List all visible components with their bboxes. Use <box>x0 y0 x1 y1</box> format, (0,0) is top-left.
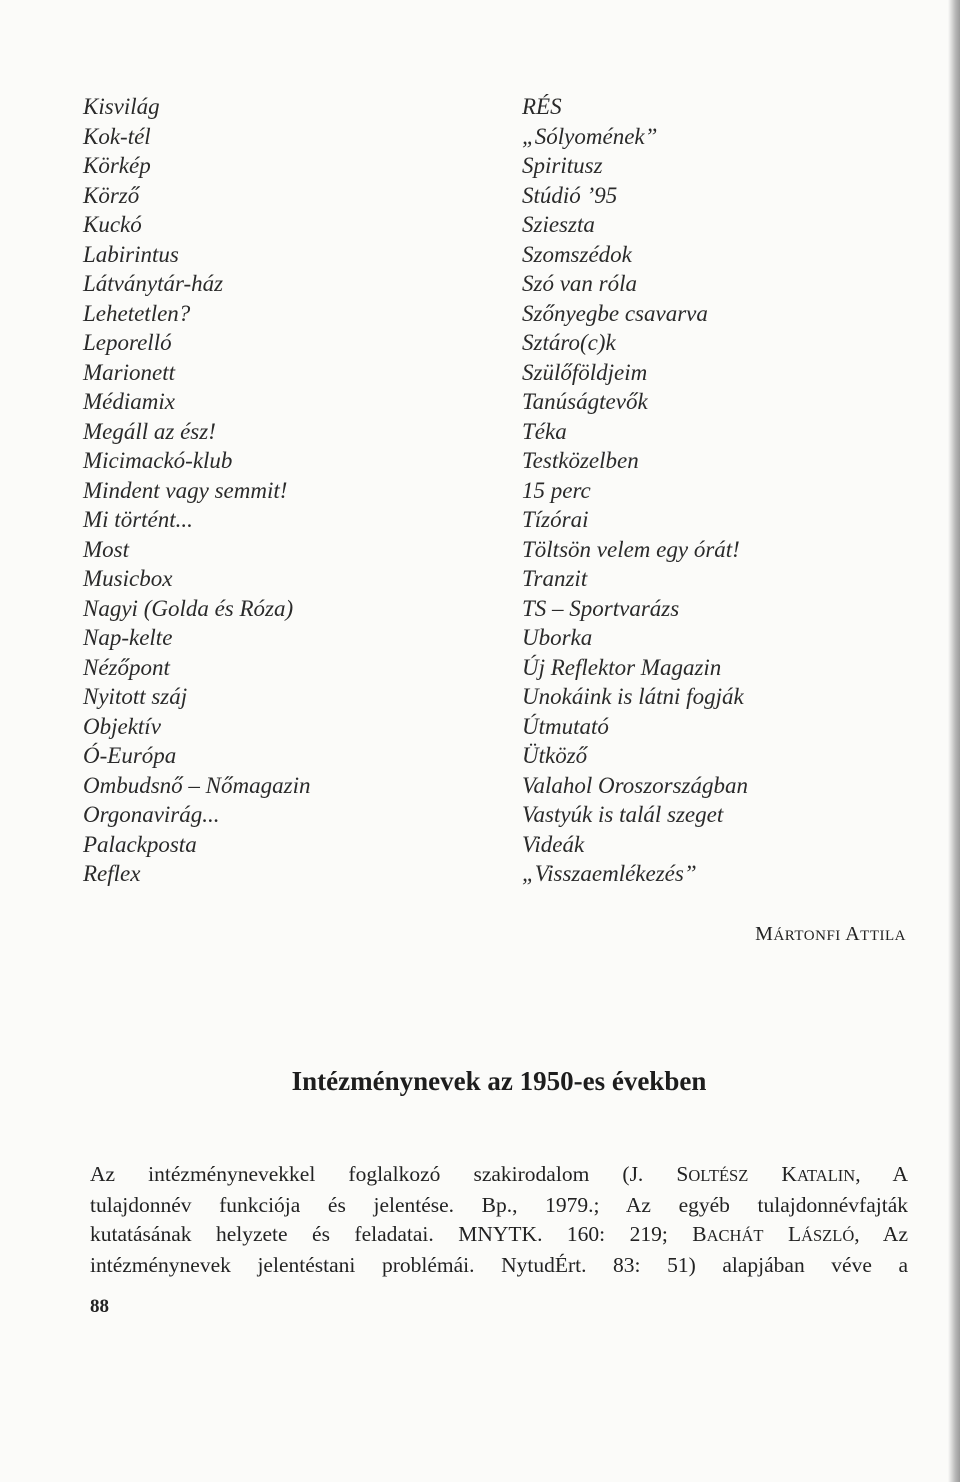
left-item: Kuckó <box>83 212 142 237</box>
left-item: Ombudsnő – Nőmagazin <box>83 772 311 798</box>
page-edge-shadow <box>948 0 960 1482</box>
left-item: Látványtár-ház <box>83 271 224 296</box>
right-item: 15 perc <box>522 477 591 503</box>
right-item: Tízórai <box>522 507 589 532</box>
left-item: Médiamix <box>83 389 175 414</box>
left-item: Orgonavirág... <box>83 802 220 827</box>
left-item: Megáll az ész! <box>83 418 216 444</box>
left-item: Körkép <box>83 153 151 178</box>
body-line-1: Az intézménynevekkel foglalkozó szakirodalom (J. SOLTÉSZ KATALIN, A <box>90 1162 909 1186</box>
left-item: Palackposta <box>83 831 197 857</box>
right-item: Szó van róla <box>522 271 637 296</box>
author-signature <box>755 923 906 946</box>
left-item: Nyitott száj <box>83 684 188 709</box>
left-item: Leporelló <box>83 330 172 355</box>
right-item: Tanúságtevők <box>522 389 648 414</box>
page-number: 88 <box>90 1296 109 1317</box>
right-item: Videák <box>522 831 585 857</box>
body-line-4: intézménynevek jelentéstani problémái. NytudÉrt. 83: 51) alapjában véve a <box>90 1252 908 1277</box>
left-item: Marionett <box>83 359 175 385</box>
left-item: Mi történt... <box>83 507 193 532</box>
left-item: Lehetetlen? <box>83 300 191 326</box>
right-item: Szomszédok <box>522 241 632 267</box>
left-item: Labirintus <box>83 241 179 267</box>
right-item: Sztáro(c)k <box>522 330 616 355</box>
right-item: Útmutató <box>522 713 609 739</box>
left-item: Körző <box>83 182 140 208</box>
right-item: „Visszaemlékezés” <box>522 861 697 886</box>
right-item: Vastyúk is talál szeget <box>522 802 724 827</box>
name-list-right-column <box>522 92 748 889</box>
right-item: Unokáink is látni fogják <box>522 684 744 709</box>
author-first-initial: M <box>755 923 774 945</box>
right-item: Szőnyegbe csavarva <box>522 300 708 326</box>
left-item: Micimackó-klub <box>83 448 233 473</box>
right-item: Téka <box>522 418 567 444</box>
left-item: Musicbox <box>83 566 173 591</box>
left-item: Most <box>83 536 129 562</box>
body-line-3: kutatásának helyzete és feladatai. MNYTK. 160: 219; BACHÁT LÁSZLÓ, Az <box>90 1222 908 1246</box>
left-item: Objektív <box>83 713 161 739</box>
right-item: Szülőföldjeim <box>522 359 648 385</box>
right-item: Uborka <box>522 625 593 650</box>
right-item: Új Reflektor Magazin <box>522 654 722 680</box>
left-item: Ó-Európa <box>83 743 177 768</box>
left-item: Mindent vagy semmit! <box>83 477 288 503</box>
right-item: Szieszta <box>522 212 595 237</box>
author-last-rest: TTILA <box>860 928 906 944</box>
name-list-left-column <box>83 92 310 889</box>
right-item: „Sólyomének” <box>522 123 658 149</box>
right-item: Töltsön velem egy órát! <box>522 536 740 562</box>
right-item: Stúdió ’95 <box>522 182 618 208</box>
author-last-initial: A <box>845 923 861 945</box>
body-line-2: tulajdonnév funkciója és jelentése. Bp., 1979.; Az egyéb tulajdonnévfajták <box>90 1192 908 1217</box>
right-item: Ütköző <box>522 743 588 768</box>
right-item: TS – Sportvarázs <box>522 595 680 621</box>
left-item: Kok-tél <box>83 123 151 149</box>
left-item: Nézőpont <box>83 654 170 680</box>
left-item: Reflex <box>83 861 141 886</box>
body-paragraph <box>90 1160 908 1280</box>
right-item: Tranzit <box>522 566 588 591</box>
left-item: Nap-kelte <box>83 625 173 650</box>
left-item: Nagyi (Golda és Róza) <box>83 595 294 621</box>
right-item: RÉS <box>522 94 562 119</box>
right-item: Spiritusz <box>522 153 603 178</box>
right-item: Testközelben <box>522 448 639 473</box>
author-first-rest: ÁRTONFI <box>773 928 841 944</box>
right-item: Valahol Oroszországban <box>522 772 748 798</box>
left-item: Kisvilág <box>83 94 160 119</box>
section-title: Intézménynevek az 1950-es években <box>291 1066 707 1096</box>
